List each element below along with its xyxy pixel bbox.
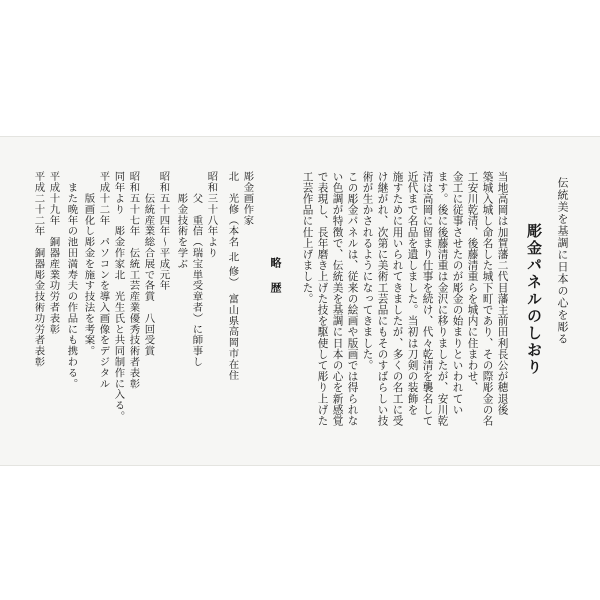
bio-line: 昭和五十七年 伝統工芸産業優秀技術者表彰 [127,171,140,389]
body-line: け継がれ、次第に美術工芸品にもそのすばらしい技 [376,171,389,427]
body-line: 築城入城し命名した城下町であり、その際彫金の名 [481,171,494,427]
body-line: 工安川乾清、後藤清重らを城内に住まわせ、 [466,171,479,393]
bio-line: 平成十二年 パソコンを導入画像をデジタル [97,171,110,389]
bio-line: 版画化し彫金を施す技法を考案。 [82,171,95,357]
bio-line: 同年より 彫金作家北 光生氏と共同制作に入る。 [112,171,125,422]
body-line: で表現し、長年磨き上げた技を駆使して彫り上げた [316,171,329,427]
bio-line: 平成二十二年 銅器彫金技術功労者表彰 [32,171,45,368]
bio-line: 平成十九年 銅器産業功労者表彰 [47,171,60,335]
bookmark-card [0,136,600,466]
bio-line: 彫金技術を学ぶ [175,171,188,270]
document-title: 彫金パネルのしおり [525,223,543,376]
bio-line: 昭和五十四年～平成元年 [157,171,170,291]
body-line: 近代まで名品を遺しました。当初は刀剣の装飾を [406,171,419,416]
bio-line: 父 重信（瑞宝単受章者）に師事し [190,171,203,368]
body-line: 術が生かされるようになってきました。 [361,171,374,371]
bio-line: 彫金画作家 [241,171,254,226]
bio-line: また晩年の池田満寿夫の作品にも携わる。 [65,171,78,389]
body-line: 金工に従事させたのが彫金の始まりといわれてい [451,171,464,416]
bio-heading: 略歴 [269,257,282,307]
body-line: この彫金パネルは、従来の絵画や版画では得られな [346,171,359,427]
body-line: 施すために用いられてきましたが、多くの名工に受 [391,171,404,427]
body-line: 当地高岡は加賀藩二代目藩主前田利長公が穂退後 [496,171,509,416]
body-line: ます。後に後藤清重は金沢に移りましたが、安川乾 [436,171,449,427]
bio-line: 昭和三十八年より [205,171,218,259]
bio-line: 北 光修（本名 北 修） 富山県高岡市在住 [226,171,239,381]
bio-line: 伝統産業総合展で各賞 八回受賞 [142,171,155,357]
body-line: 清は高岡に留まり仕事を続け、代々乾清を襲名して [421,171,434,427]
body-line: い色調が特徴で、伝統美を基調に日本の心を新感覚 [331,171,344,427]
body-line: 工芸作品に仕上げました。 [301,171,314,305]
subtitle: 伝統美を基調に日本の心を彫る [556,177,569,345]
